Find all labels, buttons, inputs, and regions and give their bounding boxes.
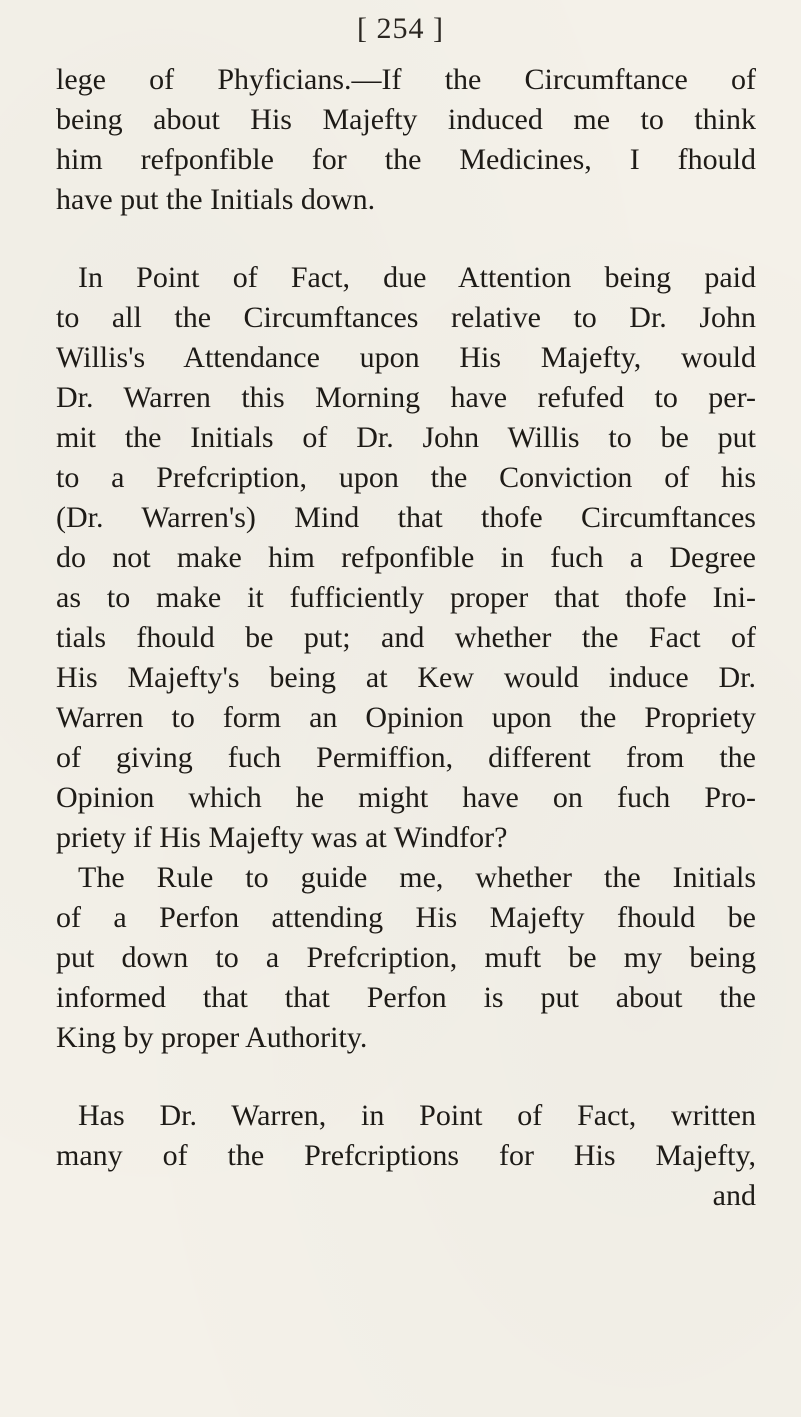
text-line: Willis's Attendance upon His Majefty, would [56, 341, 756, 374]
text-line: to all the Circumftances relative to Dr. John [56, 301, 756, 334]
text-line: put down to a Prefcription, muft be my being [56, 941, 756, 974]
paragraph [56, 258, 756, 858]
paragraph [56, 60, 756, 220]
text-line: Dr. Warren this Morning have refufed to per- [56, 381, 756, 414]
text-line: Opinion which he might have on fuch Pro- [56, 781, 756, 814]
text-line: many of the Prefcriptions for His Majefty, [56, 1139, 756, 1172]
text-line: priety if His Majefty was at Windfor? [56, 821, 508, 854]
body-text [56, 60, 756, 1216]
paragraph [56, 858, 756, 1058]
text-line: The Rule to guide me, whether the Initials [78, 861, 756, 894]
text-line: tials fhould be put; and whether the Fact of [56, 621, 756, 654]
paragraph [56, 1096, 756, 1176]
text-line: him refponfible for the Medicines, I fhould [56, 143, 756, 176]
text-line: do not make him refponfible in fuch a Degree [56, 541, 756, 574]
text-line: of a Perfon attending His Majefty fhould be [56, 901, 756, 934]
text-line: of giving fuch Permiffion, different from the [56, 741, 756, 774]
page-number: [ 254 ] [357, 12, 444, 45]
text-line: to a Prefcription, upon the Conviction of his [56, 461, 756, 494]
paragraph-gap [56, 1058, 756, 1096]
text-line: Has Dr. Warren, in Point of Fact, written [78, 1099, 756, 1132]
text-line: mit the Initials of Dr. John Willis to be put [56, 421, 756, 454]
text-line: Warren to form an Opinion upon the Propriety [56, 701, 756, 734]
text-line: have put the Initials down. [56, 183, 376, 216]
text-line: informed that that Perfon is put about the [56, 981, 756, 1014]
text-line: lege of Phyficians.—If the Circumftance of [56, 63, 756, 96]
text-line: His Majefty's being at Kew would induce Dr. [56, 661, 756, 694]
text-line: being about His Majefty induced me to think [56, 103, 756, 136]
catchword: and [712, 1179, 756, 1212]
text-line: as to make it fufficiently proper that thofe Ini- [56, 581, 756, 614]
text-line: (Dr. Warren's) Mind that thofe Circumftances [56, 501, 756, 534]
text-line: In Point of Fact, due Attention being paid [78, 261, 756, 294]
text-line: King by proper Authority. [56, 1021, 368, 1054]
paragraph-gap [56, 220, 756, 258]
